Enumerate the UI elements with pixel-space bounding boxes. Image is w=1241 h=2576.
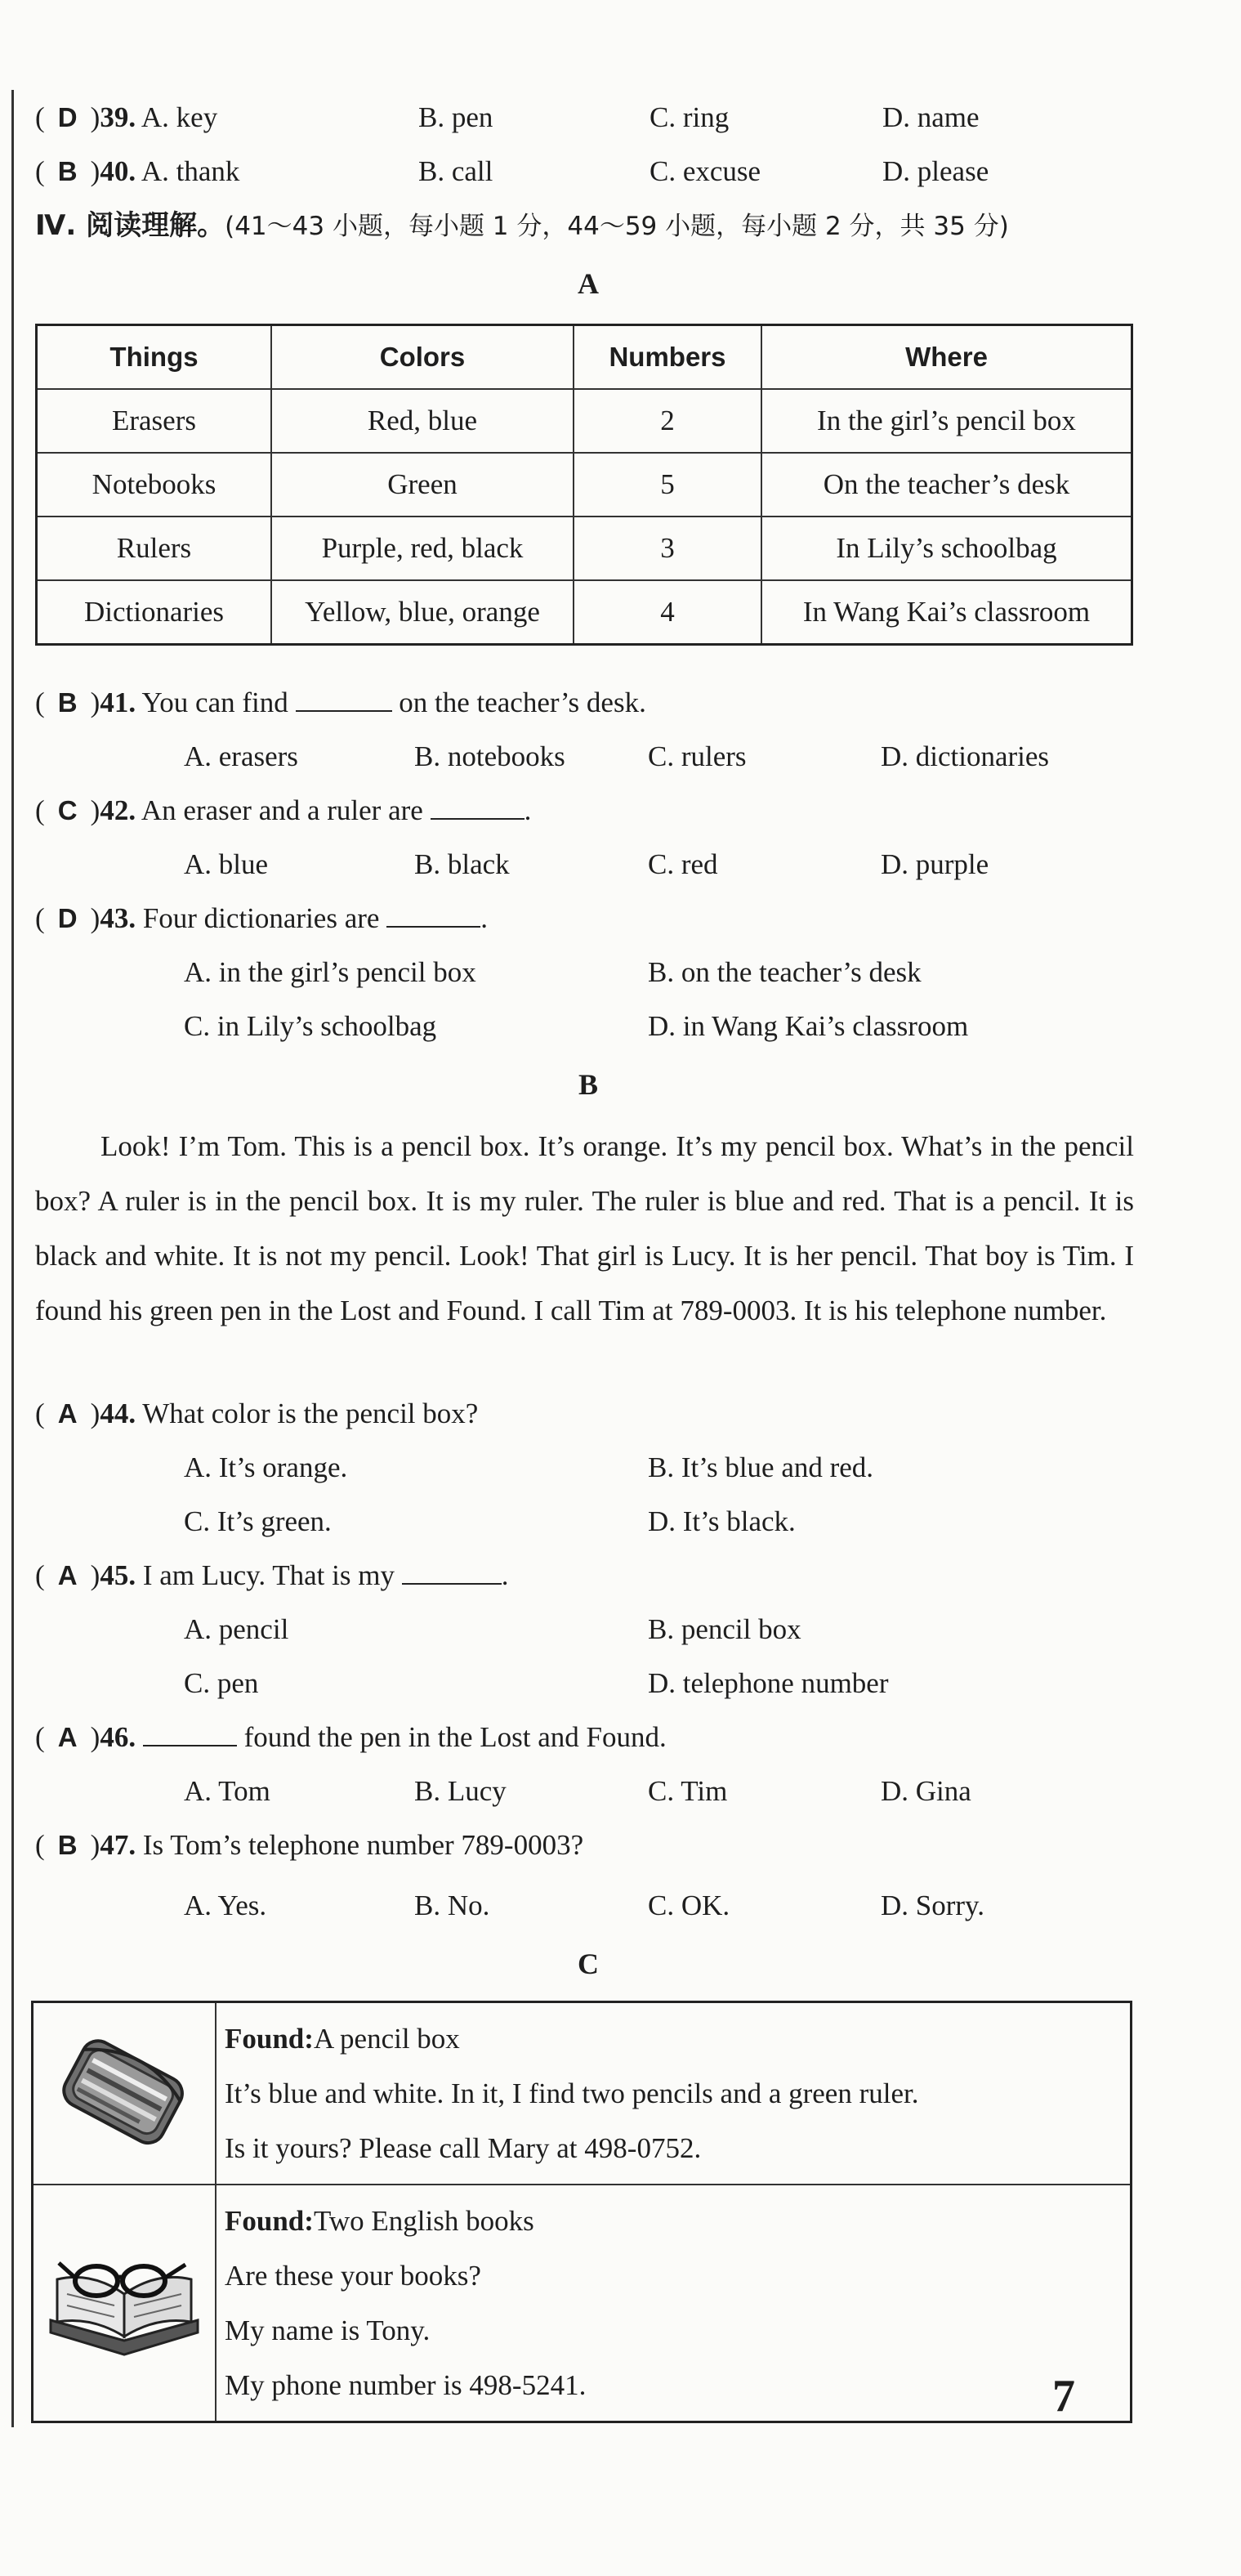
notice-row xyxy=(33,2185,1132,2422)
table-cell: Erasers xyxy=(37,389,272,453)
option-c: C. red xyxy=(648,848,718,880)
found-item: Two English books xyxy=(313,2205,534,2237)
notice-row xyxy=(33,2002,1132,2185)
table-row xyxy=(37,389,1132,453)
question-40: ( B )40. A. thank xyxy=(35,154,239,190)
table-row xyxy=(37,580,1132,645)
section-heading xyxy=(35,208,1009,244)
option-d: D. Gina xyxy=(881,1775,971,1807)
notice-line: My phone number is 498-5241. xyxy=(225,2369,587,2401)
table-cell: Notebooks xyxy=(37,453,272,517)
option-b: B. pencil box xyxy=(648,1613,801,1645)
question-number: 45. xyxy=(100,1559,136,1591)
table-cell: In Lily’s schoolbag xyxy=(761,517,1132,580)
option-b: B. pen xyxy=(418,101,493,133)
option-d: D. telephone number xyxy=(648,1667,889,1699)
answer-44: A xyxy=(57,1398,78,1429)
question-stem-end: . xyxy=(480,902,488,934)
question-number: 42. xyxy=(100,794,136,826)
answer-46: A xyxy=(57,1722,78,1752)
question-43: ( D )43. Four dictionaries are . xyxy=(35,901,488,937)
question-stem: You can find xyxy=(141,686,288,718)
option-d: D. purple xyxy=(881,848,989,880)
answer-47: B xyxy=(57,1830,78,1860)
option-a: A. blue xyxy=(184,848,269,880)
option-c: C. pen xyxy=(184,1667,259,1699)
table-cell: Dictionaries xyxy=(37,580,272,645)
notice-line: It’s blue and white. In it, I find two pencils and a green ruler. xyxy=(225,2077,919,2109)
passage-text: Look! I’m Tom. This is a pencil box. It’s orange. It’s my pencil box. What’s in the pencil box? A ruler is in the pencil box. It is my ruler. The ruler is blue and red. That is a pencil. It is black and white. It is not my pencil. Look! That girl is Lucy. It is her pencil. That boy is Tim. I found his green pen in the Lost and Found. I call Tim at 789-0003. It is his telephone number. xyxy=(35,1130,1134,1326)
table-cell: Yellow, blue, orange xyxy=(271,580,574,645)
question-42: ( C )42. An eraser and a ruler are . xyxy=(35,793,531,829)
answer-blank xyxy=(431,794,525,820)
question-44: ( A )44. What color is the pencil box? xyxy=(35,1396,478,1432)
option-d: D. please xyxy=(882,155,989,187)
notice-line: My name is Tony. xyxy=(225,2314,431,2346)
option-d: D. in Wang Kai’s classroom xyxy=(648,1010,969,1042)
option-b: B. No. xyxy=(414,1890,490,1921)
found-item: A pencil box xyxy=(313,2023,460,2055)
option-b: B. on the teacher’s desk xyxy=(648,956,922,988)
answer-40: B xyxy=(57,156,78,186)
table-cell: On the teacher’s desk xyxy=(761,453,1132,517)
table-cell: In the girl’s pencil box xyxy=(761,389,1132,453)
notice-text xyxy=(216,2002,1132,2185)
option-a: A. It’s orange. xyxy=(184,1451,348,1483)
question-45: ( A )45. I am Lucy. That is my . xyxy=(35,1558,508,1594)
found-label: Found: xyxy=(225,2205,314,2237)
answer-39: D xyxy=(57,102,78,132)
header-colors: Colors xyxy=(271,325,574,390)
option-c: C. It’s green. xyxy=(184,1505,332,1537)
section-title: Ⅳ. 阅读理解。 xyxy=(35,209,225,242)
table-row xyxy=(37,453,1132,517)
question-stem-end: . xyxy=(501,1559,509,1591)
table-cell: 5 xyxy=(574,453,761,517)
option-c: C. ring xyxy=(650,101,730,133)
option-d: D. It’s black. xyxy=(648,1505,796,1537)
section-note: (41～43 小题，每小题 1 分，44～59 小题，每小题 2 分，共 35 分) xyxy=(225,212,1009,241)
notice-picture xyxy=(33,2185,217,2422)
header-where: Where xyxy=(761,325,1132,390)
question-41: ( B )41. You can find on the teacher’s desk. xyxy=(35,685,646,721)
header-numbers: Numbers xyxy=(574,325,761,390)
header-things: Things xyxy=(37,325,272,390)
answer-blank xyxy=(296,686,392,712)
page-number: 7 xyxy=(1052,2371,1075,2422)
question-stem: Is Tom’s telephone number 789-0003? xyxy=(142,1829,584,1861)
option-b: B. black xyxy=(414,848,510,880)
notice-picture xyxy=(33,2002,217,2185)
part-b-label: B xyxy=(578,1068,598,1101)
question-stem: Four dictionaries are xyxy=(142,902,380,934)
found-label: Found: xyxy=(225,2023,314,2055)
option-b: B. Lucy xyxy=(414,1775,507,1807)
part-b-passage xyxy=(35,1119,1134,1338)
notice-line: Is it yours? Please call Mary at 498-0752. xyxy=(225,2132,702,2164)
option-d: D. dictionaries xyxy=(881,740,1050,772)
table-row xyxy=(37,517,1132,580)
answer-41: B xyxy=(57,687,78,718)
answer-43: D xyxy=(57,903,78,933)
answer-blank xyxy=(143,1720,237,1746)
option-c: C. Tim xyxy=(648,1775,728,1807)
option-c: C. in Lily’s schoolbag xyxy=(184,1010,437,1042)
option-a: A. in the girl’s pencil box xyxy=(184,956,476,988)
option-a: A. Tom xyxy=(184,1775,270,1807)
books-glasses-icon xyxy=(42,2230,206,2369)
table-cell: 4 xyxy=(574,580,761,645)
answer-45: A xyxy=(57,1560,78,1590)
option-a: A. Yes. xyxy=(184,1890,267,1921)
option-d: D. Sorry. xyxy=(881,1890,985,1921)
option-c: C. OK. xyxy=(648,1890,730,1921)
question-number: 47. xyxy=(100,1829,136,1861)
question-number: 41. xyxy=(100,686,136,718)
question-46: ( A )46. found the pen in the Lost and Found. xyxy=(35,1720,667,1755)
answer-blank xyxy=(386,901,480,928)
answer-blank xyxy=(402,1559,502,1585)
table-cell: Rulers xyxy=(37,517,272,580)
found-line xyxy=(225,2011,1122,2066)
found-line xyxy=(225,2194,1122,2248)
table-header-row xyxy=(37,325,1132,390)
margin-rule xyxy=(11,90,14,2427)
option-a: A. erasers xyxy=(184,740,298,772)
table-cell: Purple, red, black xyxy=(271,517,574,580)
question-stem-end: on the teacher’s desk. xyxy=(399,686,646,718)
question-stem-end: . xyxy=(524,794,532,826)
part-a-label: A xyxy=(578,267,599,300)
answer-42: C xyxy=(57,795,78,825)
table-cell: Red, blue xyxy=(271,389,574,453)
notice-text xyxy=(216,2185,1132,2422)
notice-line: Are these your books? xyxy=(225,2260,481,2292)
question-47: ( B )47. Is Tom’s telephone number 789-0003? xyxy=(35,1827,583,1863)
option-b: B. call xyxy=(418,155,493,187)
option-a: A. thank xyxy=(141,155,240,187)
table-cell: 3 xyxy=(574,517,761,580)
option-c: C. rulers xyxy=(648,740,747,772)
question-stem: I am Lucy. That is my xyxy=(142,1559,395,1591)
part-c-label: C xyxy=(578,1948,599,1980)
table-cell: 2 xyxy=(574,389,761,453)
option-d: D. name xyxy=(882,101,980,133)
question-stem-end: found the pen in the Lost and Found. xyxy=(243,1721,667,1753)
option-c: C. excuse xyxy=(650,155,761,187)
question-stem: An eraser and a ruler are xyxy=(141,794,423,826)
part-a-table xyxy=(35,324,1133,646)
table-cell: Green xyxy=(271,453,574,517)
table-cell: In Wang Kai’s classroom xyxy=(761,580,1132,645)
question-39: ( D )39. A. key xyxy=(35,100,217,136)
question-number: 43. xyxy=(100,902,136,934)
option-a: A. pencil xyxy=(184,1613,289,1645)
option-b: B. It’s blue and red. xyxy=(648,1451,874,1483)
question-stem: What color is the pencil box? xyxy=(142,1398,479,1429)
pencil-case-icon xyxy=(47,2024,202,2155)
question-number: 44. xyxy=(100,1398,136,1429)
question-number: 40. xyxy=(100,155,136,187)
question-number: 39. xyxy=(100,101,136,133)
question-number: 46. xyxy=(100,1721,136,1753)
option-a: A. key xyxy=(141,101,218,133)
option-b: B. notebooks xyxy=(414,740,565,772)
part-c-notices xyxy=(31,2001,1132,2423)
